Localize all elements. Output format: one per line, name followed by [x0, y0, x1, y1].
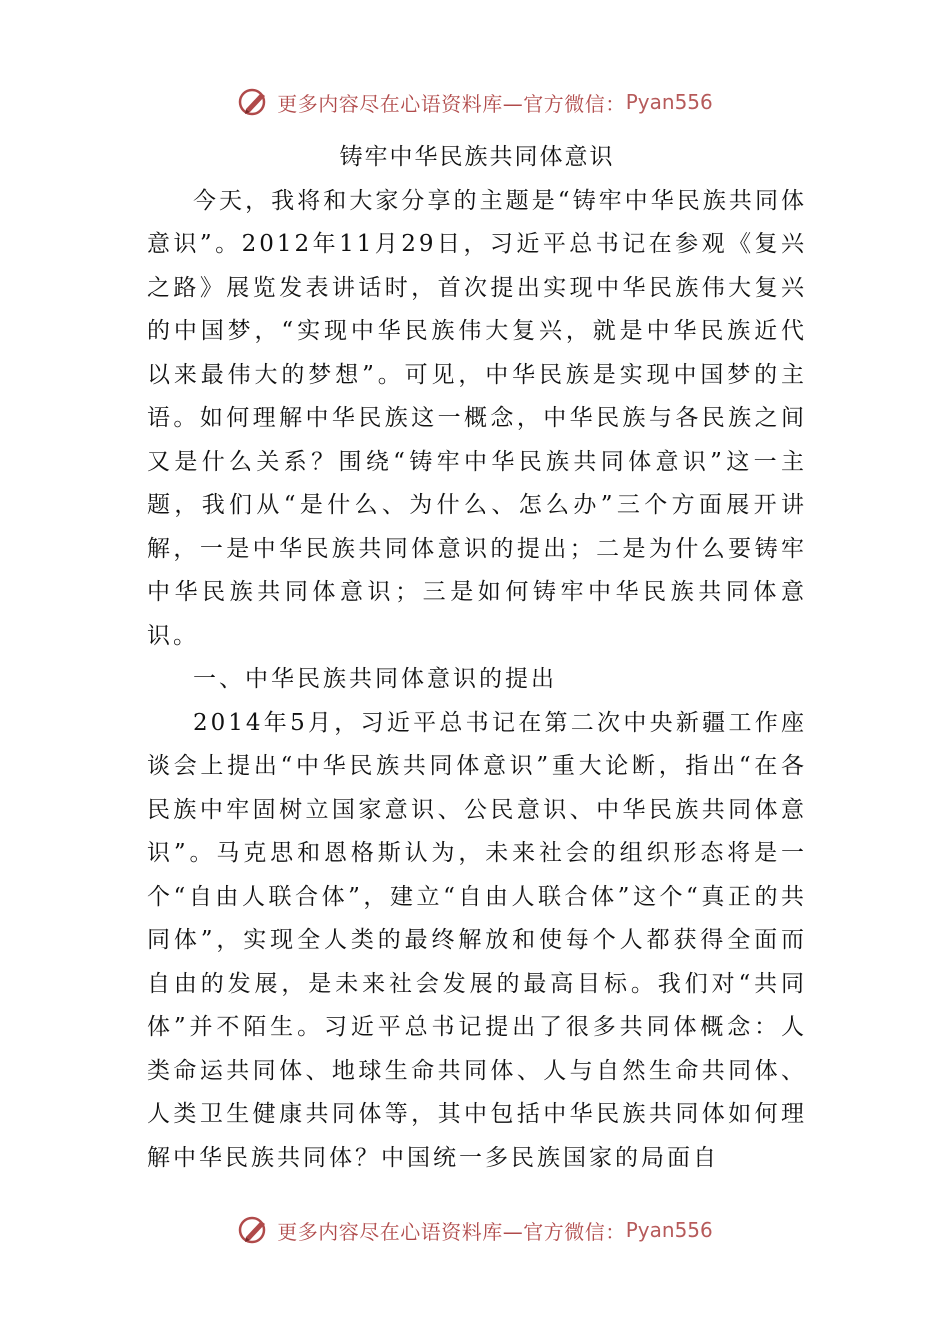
watermark-header	[0, 82, 950, 122]
document-body	[147, 136, 807, 1180]
pen-circle-icon	[237, 85, 271, 119]
paragraph-section-1: 2014年5月，习近平总书记在第二次中央新疆工作座谈会上提出“中华民族共同体意识”重大论断，指出“在各民族中牢固树立国家意识、公民意识、中华民族共同体意识”。马克思和恩格斯认为，未来社会的组织形态将是一个“自由人联合体”，建立“自由人联合体”这个“真正的共同体”，实现全人类的最终解放和使每个人都获得全面而自由的发展，是未来社会发展的最高目标。我们对“共同体”并不陌生。习近平总书记提出了很多共同体概念：人类命运共同体、地球生命共同体、人与自然生命共同体、人类卫生健康共同体等，其中包括中华民族共同体如何理解中华民族共同体？中国统一多民族国家的局面自	[147, 709, 807, 1171]
watermark-wechat-id: Pyan556	[625, 90, 713, 114]
document-title: 铸牢中华民族共同体意识	[339, 144, 615, 170]
section-heading-1: 一、中华民族共同体意识的提出	[193, 666, 557, 692]
paragraph-intro: 今天，我将和大家分享的主题是“铸牢中华民族共同体意识”。2012年11月29日，习近平总书记在参观《复兴之路》展览发表讲话时，首次提出实现中华民族伟大复兴的中国梦，“实现中华民族伟大复兴，就是中华民族近代以来最伟大的梦想”。可见，中华民族是实现中国梦的主语。如何理解中华民族这一概念，中华民族与各民族之间又是什么关系？围绕“铸牢中华民族共同体意识”这一主题，我们从“是什么、为什么、怎么办”三个方面展开讲解，一是中华民族共同体意识的提出；二是为什么要铸牢中华民族共同体意识；三是如何铸牢中华民族共同体意识。	[147, 187, 807, 649]
watermark-text: 更多内容尽在心语资料库—官方微信：	[277, 1219, 626, 1244]
watermark-wechat-id: Pyan556	[625, 1218, 713, 1242]
pen-circle-icon	[237, 1213, 271, 1247]
watermark-footer	[0, 1210, 950, 1250]
watermark-text: 更多内容尽在心语资料库—官方微信：	[277, 91, 626, 116]
